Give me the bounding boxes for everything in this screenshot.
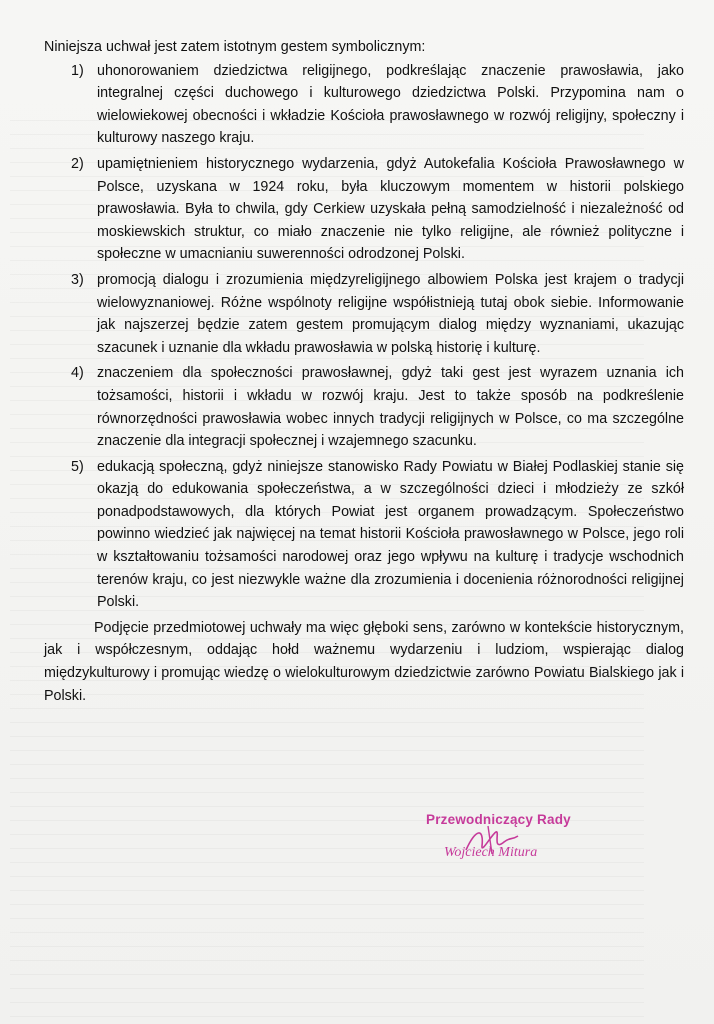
list-number: 1) — [71, 62, 84, 79]
document-body — [44, 36, 684, 707]
list-item — [44, 269, 684, 359]
list-number: 3) — [71, 271, 84, 288]
list-item — [44, 362, 684, 452]
list-number: 5) — [71, 458, 84, 475]
list-item-text: promocją dialogu i zrozumienia międzyreligijnego albowiem Polska jest krajem o tradycji wielowyznaniowej. Różne wspólnoty religijne współistnieją tutaj obok siebie. Informowanie jak najszerzej będzie zatem gestem promującym dialog między wyznaniami, ukazując szacunek i uznanie dla wkładu prawosławia w polską historię i kulturę. — [97, 271, 684, 356]
list-number: 2) — [71, 155, 84, 172]
list-item-text: znaczeniem dla społeczności prawosławnej, gdyż taki gest jest wyrazem uznania ich tożsamości, historii i wkładu w rozwój kraju. Jest to także sposób na podkreślenie równorzędności prawosławia wobec innych tradycji religijnych w Polsce, co ma szczególne znaczenie dla integracji społecznej i wzajemnego szacunku. — [97, 365, 684, 450]
closing-paragraph: Podjęcie przedmiotowej uchwały ma więc głęboki sens, zarówno w kontekście historycznym, jak i współczesnym, oddając hołd ważnemu wydarzeniu i ludziom, wspierając dialog międzykulturowy i promując wiedzę o wielokulturowym dziedzictwie zarówno Powiatu Bialskiego jak i Polski. — [44, 619, 684, 704]
list-item — [44, 456, 684, 614]
list-number: 4) — [71, 365, 84, 382]
intro-paragraph: Niniejsza uchwał jest zatem istotnym gestem symbolicznym: — [44, 39, 426, 55]
list-item — [44, 60, 684, 150]
list-item — [44, 153, 684, 266]
list-item-text: upamiętnieniem historycznego wydarzenia, gdyż Autokefalia Kościoła Prawosławnego w Polsce, uzyskana w 1924 roku, była kluczowym momentem w historii polskiego prawosławia. Była to chwila, gdy Cerkiew uzyskała pełną samodzielność i niezależność od moskiewskich struktur, co miało znaczenie nie tylko religijne, ale również polityczne i społeczne w umacnianiu suwerenności odrodzonej Polski. — [97, 155, 684, 263]
list-item-text: edukacją społeczną, gdyż niniejsze stanowisko Rady Powiatu w Białej Podlaskiej stanie się okazją do edukowania społeczeństwa, a w szczególności dzieci i młodzieży ze szkół ponadpodstawowych, dla których Powiat jest organem prowadzącym. Społeczeństwo powinno wiedzieć jak najwięcej na temat historii Kościoła prawosławnego w Polsce, jego roli w kształtowaniu tożsamości narodowej oraz jego wpływu na kulturę i tradycje wschodnich terenów kraju, co jest niezwykle ważne dla zrozumienia i docenienia różnorodności religijnej Polski. — [97, 458, 684, 611]
list-item-text: uhonorowaniem dziedzictwa religijnego, podkreślając znaczenie prawosławia, jako integralnej części duchowego i kulturowego dziedzictwa Polski. Przypomina nam o wielowiekowej obecności i wkładzie Kościoła prawosławnego w rozwój religijny, społeczny i kulturowy naszego kraju. — [97, 62, 684, 147]
numbered-list — [44, 60, 684, 614]
signature-stamp — [426, 812, 626, 860]
signature-name: Wojciech Mitura — [444, 845, 538, 860]
signature-title: Przewodniczący Rady — [426, 812, 571, 827]
